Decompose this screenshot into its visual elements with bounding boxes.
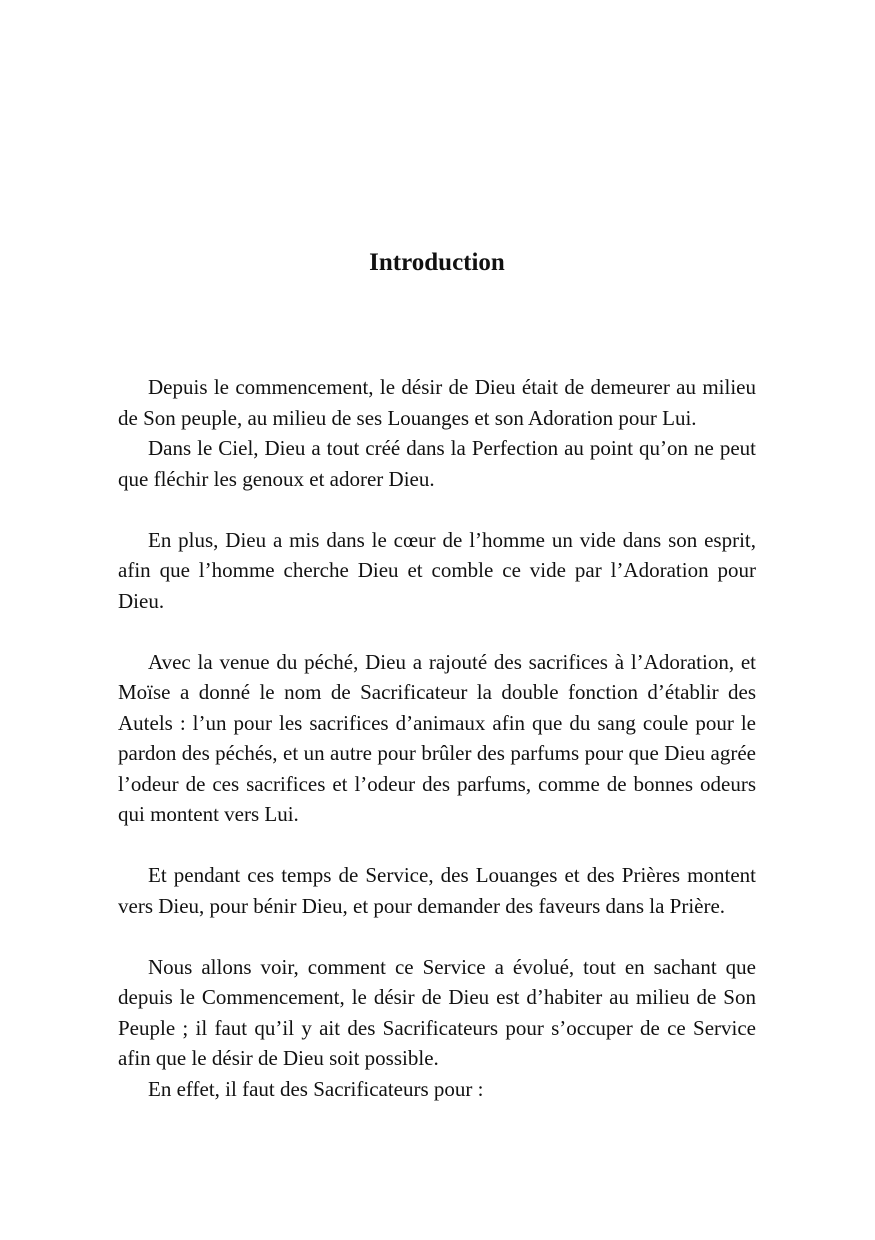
- paragraph-7: En effet, il faut des Sacrificateurs pour :: [148, 1076, 484, 1101]
- paragraph-5: Et pendant ces temps de Service, des Louanges et des Prières montent vers Dieu, pour bénir Dieu, et pour demander des faveurs dans la Prière.: [118, 863, 756, 918]
- paragraph-2: Dans le Ciel, Dieu a tout créé dans la Perfection au point qu’on ne peut que fléchir les genoux et adorer Dieu.: [118, 436, 756, 491]
- paragraph-1: Depuis le commencement, le désir de Dieu était de demeurer au milieu de Son peuple, au milieu de ses Louanges et son Adoration pour Lui.: [118, 375, 756, 430]
- paragraph-3: En plus, Dieu a mis dans le cœur de l’homme un vide dans son esprit, afin que l’homme cherche Dieu et comble ce vide par l’Adoration pour Dieu.: [118, 527, 756, 613]
- page-title: Introduction: [369, 249, 505, 276]
- paragraph-6: Nous allons voir, comment ce Service a évolué, tout en sachant que depuis le Commencement, le désir de Dieu est d’habiter au milieu de Son Peuple ; il faut qu’il y ait des Sacrificateurs pour s’occuper de ce Service afin que le désir de Dieu soit possible.: [118, 954, 756, 1070]
- body-text: [118, 372, 756, 1104]
- paragraph-4: Avec la venue du péché, Dieu a rajouté des sacrifices à l’Adoration, et Moïse a donné le nom de Sacrificateur la double fonction d’établir des Autels : l’un pour les sacrifices d’animaux afin que du sang coule pour le pardon des péchés, et un autre pour brûler des parfums pour que Dieu agrée l’odeur de ces sacrifices et l’odeur des parfums, comme de bonnes odeurs qui montent vers Lui.: [118, 649, 756, 826]
